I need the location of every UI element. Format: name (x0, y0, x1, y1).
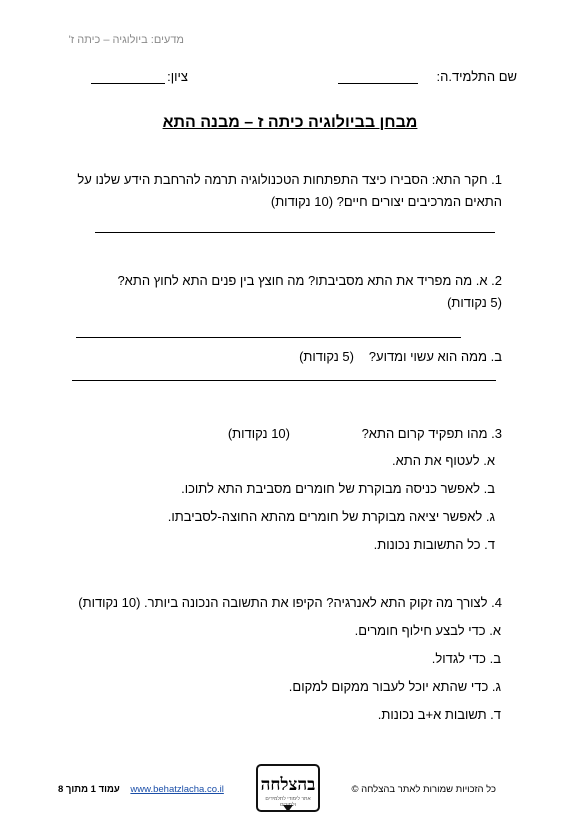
question-4-option-d[interactable]: ד. תשובות א+ב נכונות. (377, 707, 501, 722)
logo-text: בהצלחה (260, 775, 316, 795)
question-3-points: (10 נקודות) (227, 426, 290, 441)
page-info: עמוד 1 מתוך 8 (58, 784, 120, 795)
answer-line-1[interactable] (95, 232, 495, 233)
question-3-option-d[interactable]: ד. כל התשובות נכונות. (373, 537, 495, 552)
question-3-option-c[interactable]: ג. לאפשר יציאה מבוקרת של חומרים מהתא החוצה-לסביבתו. (167, 509, 495, 524)
student-name-line[interactable] (338, 83, 418, 84)
copyright-text: כל הזכויות שמורות לאתר בהצלחה © (351, 784, 496, 795)
logo-tagline: אתר לימודי לתלמידים ולמורים (265, 796, 311, 808)
question-4-option-b[interactable]: ב. כדי לגדול. (431, 651, 501, 666)
question-1-line-2: התאים המרכיבים יצורים חיים? (10 נקודות) (270, 194, 502, 209)
website-link[interactable]: www.behatzlacha.co.il (130, 784, 224, 795)
question-3-option-a[interactable]: א. לעטוף את התא. (391, 453, 495, 468)
question-3-option-b[interactable]: ב. לאפשר כניסה מבוקרת של חומרים מסביבת התא לתוכו. (181, 481, 495, 496)
footer-left (58, 784, 224, 795)
subject-header: מדעים: ביולוגיה – כיתה ז' (68, 34, 184, 46)
question-1-line-1: 1. חקר התא: הסבירו כיצד התפתחות הטכנולוגיה תרמה להרחבת הידע שלנו על (77, 172, 502, 187)
grade-line[interactable] (91, 83, 165, 84)
page-title: מבחן בביולוגיה כיתה ז – מבנה התא (162, 114, 418, 131)
question-2-part-b-points: (5 נקודות) (299, 349, 354, 364)
question-2-line-1: 2. א. מה מפריד את התא מסביבתו? מה חוצץ בין פנים התא לחוץ התא? (117, 273, 502, 288)
answer-line-2a[interactable] (76, 337, 461, 338)
question-4-option-a[interactable]: א. כדי לבצע חילוף חומרים. (354, 623, 501, 638)
question-2-part-b: ב. ממה הוא עשוי ומדוע? (368, 349, 502, 364)
question-3-text: 3. מהו תפקיד קרום התא? (361, 426, 502, 441)
grade-label: ציון: (167, 69, 188, 84)
question-4-option-c[interactable]: ג. כדי שהתא יוכל לעבור ממקום למקום. (288, 679, 501, 694)
answer-line-2b[interactable] (72, 380, 496, 381)
question-2-points: (5 נקודות) (447, 295, 502, 310)
student-name-label: שם התלמיד.ה: (436, 69, 517, 84)
logo-speech-tail (283, 805, 293, 812)
question-4-text: 4. לצורך מה זקוק התא לאנרגיה? הקיפו את התשובה הנכונה ביותר. (10 נקודות) (78, 595, 502, 610)
